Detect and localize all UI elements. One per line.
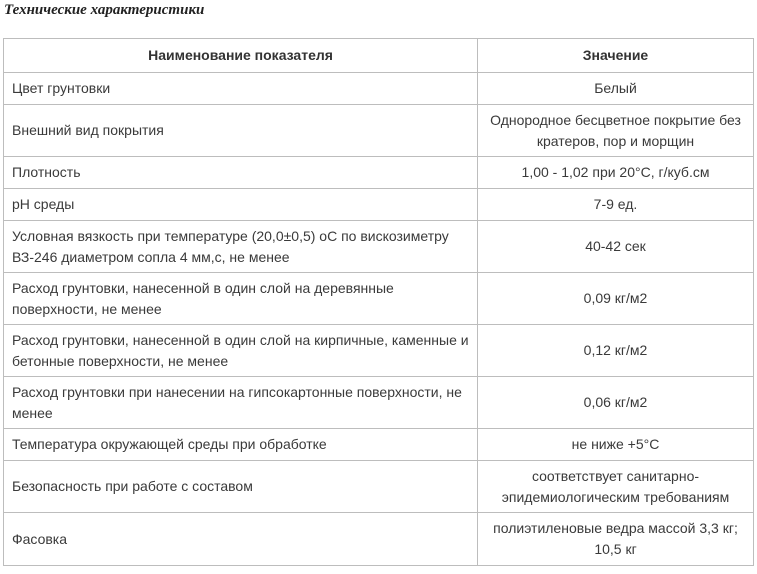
table-row	[4, 105, 754, 157]
table-row	[4, 513, 754, 566]
table-row	[4, 377, 754, 429]
table-row	[4, 461, 754, 513]
row-value: соответствует санитарно-эпидемиологическим требованиям	[478, 461, 754, 513]
row-value: Белый	[478, 73, 754, 105]
row-name: Внешний вид покрытия	[4, 105, 478, 157]
column-header-value: Значение	[478, 39, 754, 73]
table-row	[4, 221, 754, 273]
row-name: Расход грунтовки при нанесении на гипсокартонные поверхности, не менее	[4, 377, 478, 429]
row-name: Плотность	[4, 157, 478, 189]
page-heading: Технические характеристики	[4, 2, 205, 18]
row-value: не ниже +5°С	[478, 429, 754, 461]
row-name: Температура окружающей среды при обработке	[4, 429, 478, 461]
row-name: Расход грунтовки, нанесенной в один слой на деревянные поверхности, не менее	[4, 273, 478, 325]
table-row	[4, 273, 754, 325]
row-name: Безопасность при работе с составом	[4, 461, 478, 513]
table-row	[4, 157, 754, 189]
row-value: 7-9 ед.	[478, 189, 754, 221]
row-value: 0,12 кг/м2	[478, 325, 754, 377]
row-name: Условная вязкость при температуре (20,0±0,5) оС по вискозиметру ВЗ-246 диаметром сопла 4 мм,с, не менее	[4, 221, 478, 273]
table-row	[4, 73, 754, 105]
table-row	[4, 325, 754, 377]
row-name: Цвет грунтовки	[4, 73, 478, 105]
row-name: pH среды	[4, 189, 478, 221]
row-name: Фасовка	[4, 513, 478, 566]
row-value: 0,09 кг/м2	[478, 273, 754, 325]
row-value: полиэтиленовые ведра массой 3,3 кг; 10,5 кг	[478, 513, 754, 566]
table-row	[4, 429, 754, 461]
row-value: 0,06 кг/м2	[478, 377, 754, 429]
row-name: Расход грунтовки, нанесенной в один слой на кирпичные, каменные и бетонные поверхности, не менее	[4, 325, 478, 377]
column-header-name: Наименование показателя	[4, 39, 478, 73]
row-value: Однородное бесцветное покрытие без кратеров, пор и морщин	[478, 105, 754, 157]
row-value: 1,00 - 1,02 при 20°С, г/куб.см	[478, 157, 754, 189]
specifications-table	[3, 38, 754, 566]
table-row	[4, 189, 754, 221]
table-header-row	[4, 39, 754, 73]
row-value: 40-42 сек	[478, 221, 754, 273]
